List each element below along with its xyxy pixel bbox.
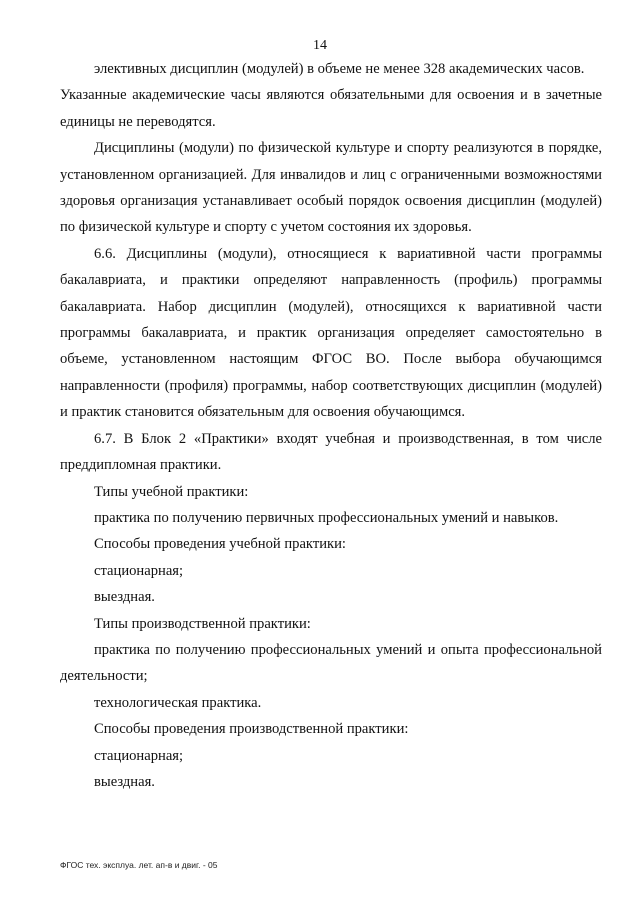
list-heading: Типы учебной практики: [94, 483, 249, 500]
paragraph: Указанные академические часы являются обязательными для освоения и в зачетные единицы не переводятся. [60, 87, 602, 130]
list-item: выездная. [94, 589, 155, 606]
list-item: выездная. [94, 773, 155, 790]
paragraph-section-6-6: 6.6. Дисциплины (модули), относящиеся к вариативной части программы бакалавриата, и практики определяют направленность (профиль) программы бакалавриата. Набор дисциплин (модулей), относящихся к вариативной части программы бакалавриата, и практик организация определяет самостоятельно в объеме, установленном настоящим ФГОС ВО. После выбора обучающимся направленности (профиля) программы, набор соответствующих дисциплин (модулей) и практик становится обязательным для освоения обучающимся. [60, 245, 602, 421]
page-number: 14 [313, 38, 327, 53]
footer-note: ФГОС тех. эксплуа. лет. ап-в и двиг. - 05 [60, 860, 218, 870]
list-item: практика по получению первичных профессиональных умений и навыков. [94, 509, 559, 526]
paragraph: Дисциплины (модули) по физической культуре и спорту реализуются в порядке, установленном организацией. Для инвалидов и лиц с ограниченными возможностями здоровья организация устанавливает особый порядок освоения дисциплин (модулей) по физической культуре и спорту с учетом состояния их здоровья. [60, 140, 602, 236]
paragraph: элективных дисциплин (модулей) в объеме не менее 328 академических часов. [94, 61, 585, 77]
list-heading: Способы проведения производственной практики: [94, 721, 409, 738]
list-item: практика по получению профессиональных умений и опыта профессиональной деятельности; [60, 641, 602, 685]
list-item: технологическая практика. [94, 694, 262, 711]
list-item: стационарная; [94, 747, 184, 764]
document-body [60, 56, 602, 795]
list-heading: Способы проведения учебной практики: [94, 536, 346, 553]
paragraph-section-6-7: 6.7. В Блок 2 «Практики» входят учебная и производственная, в том числе преддипломная практики. [60, 430, 602, 474]
list-heading: Типы производственной практики: [94, 615, 311, 632]
list-item: стационарная; [94, 562, 184, 579]
